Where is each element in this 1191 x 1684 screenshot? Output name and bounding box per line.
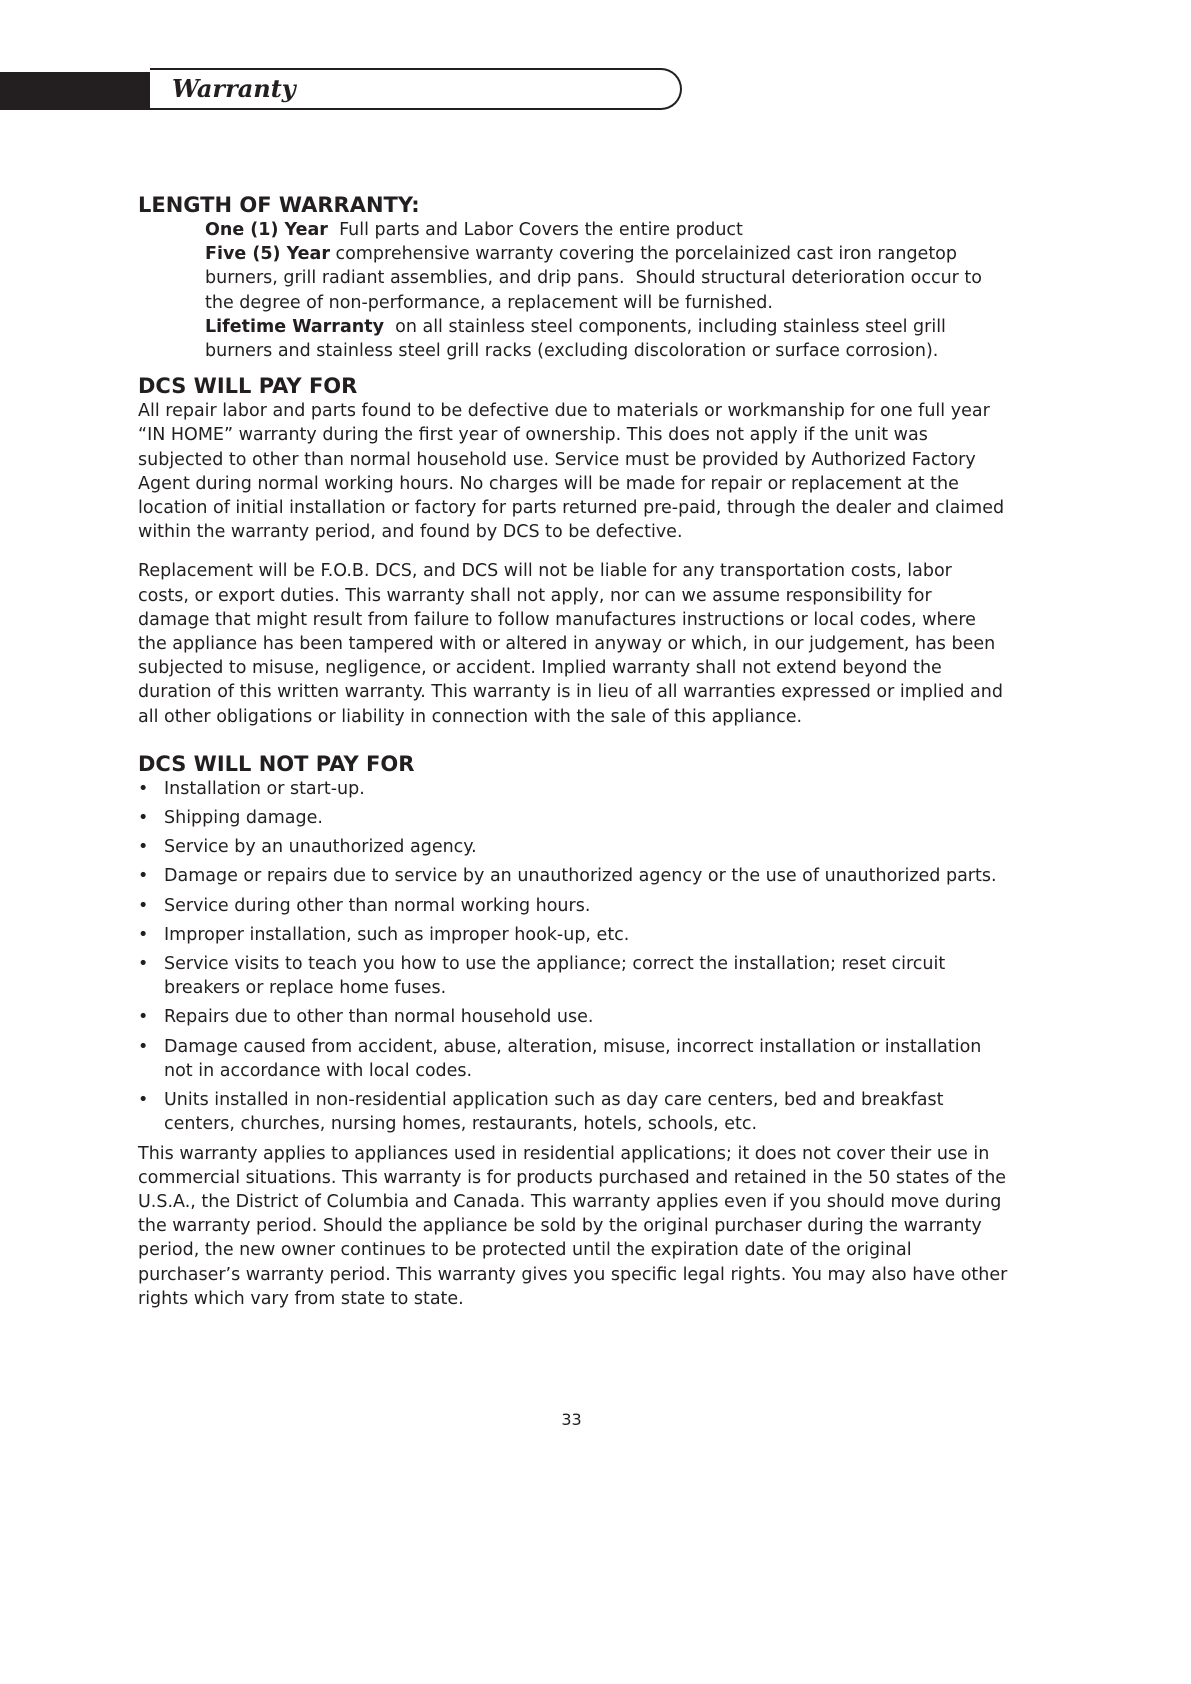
exclusions-list (138, 777, 1008, 1137)
exclusion-item (138, 952, 1008, 1000)
term-five-year (205, 242, 1008, 315)
term-text: comprehensive warranty covering the porcelainized cast iron rangetop burners, grill radiant assemblies, and drip pans. Should structural deterioration occur to the degree of non-performance, a replacement will be furnished. (205, 244, 988, 313)
page-number: 33 (561, 1410, 582, 1429)
exclusion-item (138, 835, 1008, 859)
exclusion-text: Service visits to teach you how to use the appliance; correct the installation; reset circuit breakers or replace home fuses. (164, 954, 946, 999)
bullet-icon: • (138, 866, 149, 887)
bullet-icon: • (138, 895, 149, 916)
header-black-bar (0, 72, 152, 110)
bullet-icon: • (138, 1090, 149, 1111)
will-pay-paragraph: Replacement will be F.O.B. DCS, and DCS will not be liable for any transportation costs, labor costs, or export duties. This warranty shall not apply, nor can we assume responsibility for damage that might result from failure to follow manufactures instructions or local codes, where the appliance has been tampered with or altered in anyway or which, in our judgement, has been subjected to misuse, negligence, or accident. Implied warranty shall not extend beyond the duration of this written warranty. This warranty is in lieu of all warranties expressed or implied and all other obligations or liability in connection with the sale of this appliance. (138, 561, 1003, 727)
term-text: on all stainless steel components, including stainless steel grill burners and stainless steel grill racks (excluding discoloration or surface corrosion). (205, 316, 952, 362)
exclusion-text: Improper installation, such as improper hook-up, etc. (164, 924, 630, 945)
exclusion-item (138, 894, 1008, 918)
exclusion-item (138, 1088, 1008, 1136)
exclusion-item (138, 1005, 1008, 1029)
bullet-icon: • (138, 837, 149, 858)
will-pay-paragraph: All repair labor and parts found to be defective due to materials or workmanship for one full year “IN HOME” warranty during the first year of ownership. This does not apply if the unit was subjected to other than normal household use. Service must be provided by Authorized Factory Agent during normal working hours. No charges will be made for repair or replacement at the location of initial installation or factory for parts returned pre-paid, through the dealer and claimed within the warranty period, and found by DCS to be defective. (138, 401, 1005, 543)
exclusion-text: Repairs due to other than normal household use. (164, 1007, 594, 1028)
exclusion-text: Units installed in non-residential application such as day care centers, bed and breakfast centers, churches, nursing homes, restaurants, hotels, schools, etc. (164, 1090, 944, 1135)
term-text: Full parts and Labor Covers the entire product (327, 220, 743, 240)
term-one-year (205, 218, 1008, 242)
exclusion-text: Damage or repairs due to service by an unauthorized agency or the use of unauthorized parts. (164, 866, 997, 887)
exclusion-text: Installation or start-up. (164, 778, 365, 799)
will-pay-heading: DCS WILL PAY FOR (138, 374, 358, 399)
bullet-icon: • (138, 924, 149, 945)
bullet-icon: • (138, 1007, 149, 1028)
exclusion-item (138, 806, 1008, 830)
warranty-content (138, 192, 1008, 1311)
closing-paragraph: This warranty applies to appliances used in residential applications; it does not cover their use in commercial situations. This warranty is for products purchased and retained in the 50 states of the U.S.A., the District of Columbia and Canada. This warranty applies even if you should move during the warranty period. Should the appliance be sold by the original purchaser during the warranty period, the new owner continues to be protected until the expiration date of the original purchaser’s warranty period. This warranty gives you specific legal rights. You may also have other rights which vary from state to state. (138, 1143, 1008, 1309)
exclusion-item (138, 1035, 1008, 1083)
exclusion-text: Damage caused from accident, abuse, alteration, misuse, incorrect installation or installation not in accordance with local codes. (164, 1036, 982, 1081)
bullet-icon: • (138, 778, 149, 799)
exclusion-text: Shipping damage. (164, 808, 323, 829)
will-not-pay-heading: DCS WILL NOT PAY FOR (138, 751, 415, 776)
exclusion-item (138, 864, 1008, 888)
exclusion-text: Service during other than normal working hours. (164, 895, 591, 916)
length-heading: LENGTH OF WARRANTY: (138, 193, 420, 217)
term-label: Five (5) Year (205, 244, 330, 265)
exclusion-item (138, 923, 1008, 947)
exclusion-text: Service by an unauthorized agency. (164, 837, 477, 858)
term-label: Lifetime Warranty (205, 316, 384, 337)
bullet-icon: • (138, 1036, 149, 1057)
section-title: Warranty (172, 74, 296, 103)
term-lifetime (205, 315, 1008, 363)
bullet-icon: • (138, 808, 149, 829)
term-label: One (1) Year (205, 220, 328, 240)
length-terms (138, 218, 1008, 363)
bullet-icon: • (138, 954, 149, 975)
exclusion-item (138, 777, 1008, 801)
